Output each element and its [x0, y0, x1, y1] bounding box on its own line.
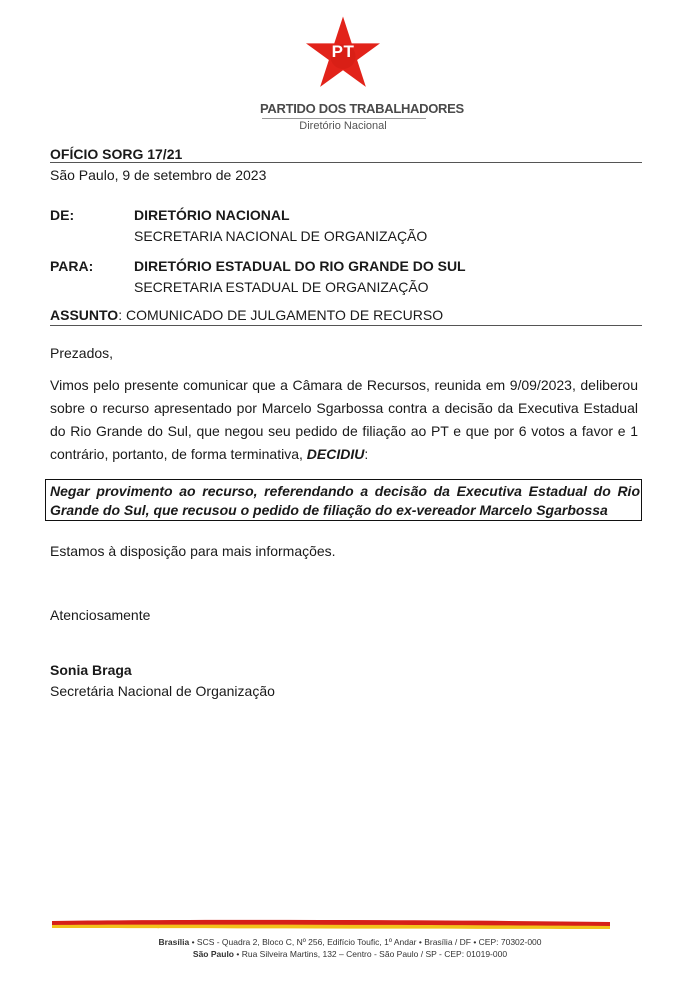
footer-address-sao-paulo	[0, 949, 700, 959]
from-line2: SECRETARIA NACIONAL DE ORGANIZAÇÃO	[134, 228, 428, 244]
logo-divider	[262, 118, 426, 119]
directorate-label: Diretório Nacional	[299, 120, 387, 132]
signature-title: Secretária Nacional de Organização	[50, 683, 275, 699]
decided-word: DECIDIU	[306, 446, 365, 462]
footer-text-brasilia: • SCS - Quadra 2, Bloco C, Nº 256, Edifício Toufic, 1º Andar • Brasília / DF • CEP: 70302-000	[189, 937, 542, 947]
main-paragraph-text: Vimos pelo presente comunicar que a Câmara de Recursos, reunida em 9/09/2023, deliberou sobre o recurso apresentado por Marcelo Sgarbossa contra a decisão da Executiva Estadual do Rio Grande do Sul, que negou seu pedido de filiação ao PT e que por 6 votos a favor e 1 contrário, portanto, de forma terminativa,	[50, 377, 638, 462]
letter-reference: OFÍCIO SORG 17/21	[50, 146, 183, 162]
to-line2: SECRETARIA ESTADUAL DE ORGANIZAÇÃO	[134, 279, 429, 295]
from-line1: DIRETÓRIO NACIONAL	[134, 207, 290, 223]
footer-city-sao-paulo: São Paulo	[192, 949, 234, 959]
subject-line	[50, 306, 443, 324]
party-name: PARTIDO DOS TRABALHADORES	[260, 101, 464, 116]
subject-text: COMUNICADO DE JULGAMENTO DE RECURSO	[122, 307, 444, 323]
footer-city-brasilia: Brasília	[158, 937, 190, 947]
decided-colon: :	[364, 446, 369, 462]
availability-note: Estamos à disposição para mais informações.	[50, 543, 336, 559]
decision-text: Negar provimento ao recurso, referendando a decisão da Executiva Estadual do Rio Grande do Sul, que recusou o pedido de filiação do ex-vereador Marcelo Sgarbossa	[50, 483, 640, 518]
subject-rule	[50, 325, 642, 326]
main-paragraph	[50, 374, 638, 466]
subject-label: ASSUNTO	[50, 307, 119, 323]
subject-separator: :	[118, 307, 123, 323]
star-label: PT	[331, 42, 355, 61]
signature-name: Sonia Braga	[50, 662, 132, 678]
letter-date: São Paulo, 9 de setembro de 2023	[50, 167, 267, 183]
footer-color-bar	[52, 919, 610, 931]
star-icon	[306, 16, 380, 88]
footer-address-brasilia	[0, 937, 700, 947]
from-label: DE:	[50, 207, 75, 223]
header-rule	[50, 162, 642, 163]
greeting: Prezados,	[50, 345, 114, 361]
to-label: PARA:	[50, 258, 94, 274]
to-line1: DIRETÓRIO ESTADUAL DO RIO GRANDE DO SUL	[134, 258, 466, 274]
closing: Atenciosamente	[50, 607, 151, 623]
footer-text-sao-paulo: • Rua Silveira Martins, 132 – Centro - São Paulo / SP - CEP: 01019-000	[234, 949, 508, 959]
